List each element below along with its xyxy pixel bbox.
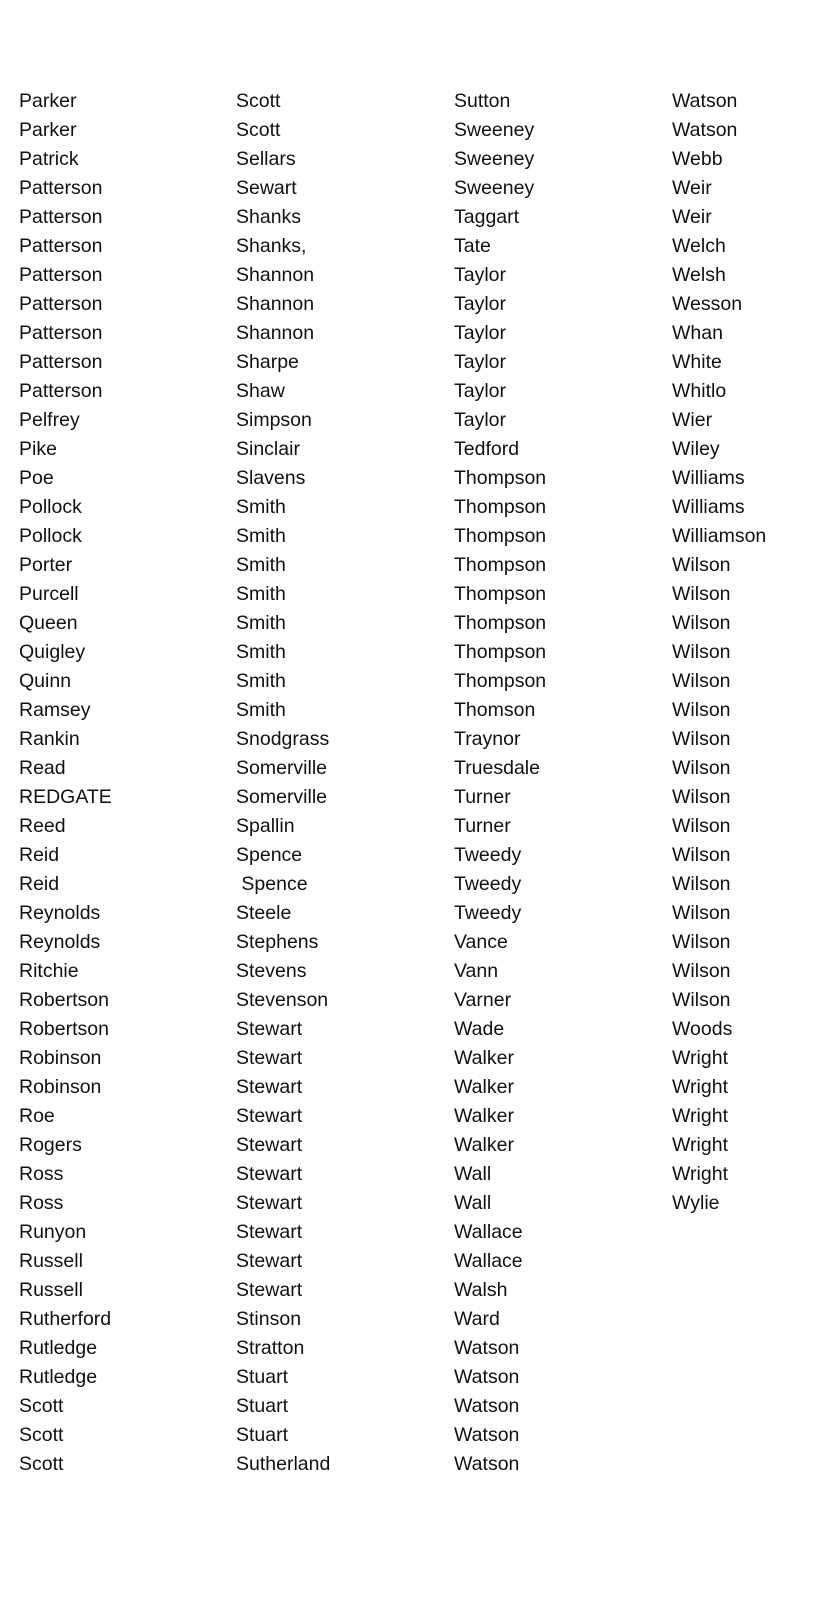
surname-entry: Smith	[236, 699, 286, 721]
surname-entry: Welsh	[672, 264, 726, 286]
surname-entry: Robertson	[19, 1018, 109, 1040]
surname-entry: Sweeney	[454, 119, 535, 141]
surname-entry: Watson	[454, 1424, 520, 1446]
surname-entry: Wilson	[672, 815, 731, 837]
surname-entry: Patterson	[19, 293, 103, 315]
surname-entry: Reid	[19, 844, 60, 866]
surname-entry: Shanks,	[236, 235, 307, 257]
surname-entry: Russell	[19, 1250, 83, 1272]
surname-entry: Stewart	[236, 1250, 303, 1272]
surname-entry: Ritchie	[19, 960, 79, 982]
surname-entry: Spallin	[236, 815, 295, 837]
surname-entry: Wilson	[672, 931, 731, 953]
surname-entry: Stewart	[236, 1163, 303, 1185]
surname-entry: Wall	[454, 1163, 492, 1185]
surname-entry: Taylor	[454, 293, 507, 315]
surname-entry: Ward	[454, 1308, 500, 1330]
surname-entry: Tate	[454, 235, 491, 257]
surname-entry: Vann	[454, 960, 499, 982]
surname-entry: Quinn	[19, 670, 72, 692]
surname-entry: Sweeney	[454, 177, 535, 199]
surname-entry: Taylor	[454, 264, 507, 286]
surname-entry: Williamson	[672, 525, 767, 547]
surname-entry: Stewart	[236, 1221, 303, 1243]
surname-entry: Somerville	[236, 757, 328, 779]
surname-entry: Turner	[454, 786, 511, 808]
surname-entry: Stephens	[236, 931, 319, 953]
surname-entry: Rutherford	[19, 1308, 112, 1330]
surname-entry: Scott	[19, 1453, 64, 1475]
surname-entry: Simpson	[236, 409, 312, 431]
surname-entry: Truesdale	[454, 757, 540, 779]
surname-entry: Thompson	[454, 670, 547, 692]
surname-entry: Watson	[454, 1366, 520, 1388]
surname-entry: Vance	[454, 931, 508, 953]
surname-entry: Shanks	[236, 206, 302, 228]
surname-entry: Webb	[672, 148, 723, 170]
surname-entry: Watson	[454, 1453, 520, 1475]
surname-entry: Taylor	[454, 409, 507, 431]
surname-entry: Sutherland	[236, 1453, 331, 1475]
surname-entry: Turner	[454, 815, 511, 837]
surname-entry: Wallace	[454, 1221, 523, 1243]
surname-entry: Reed	[19, 815, 66, 837]
surname-entry: Stewart	[236, 1134, 303, 1156]
surname-entry: Patterson	[19, 351, 103, 373]
surname-entry: Purcell	[19, 583, 79, 605]
surname-entry: Pelfrey	[19, 409, 80, 431]
surname-entry: Thompson	[454, 583, 547, 605]
surname-entry: Shannon	[236, 264, 315, 286]
surname-entry: Robertson	[19, 989, 109, 1011]
name-column-4	[672, 87, 766, 1218]
surname-entry: Scott	[236, 119, 281, 141]
surname-entry: Walker	[454, 1047, 514, 1069]
surname-entry: Thompson	[454, 525, 547, 547]
surname-entry: Spence	[236, 873, 308, 895]
surname-entry: Patterson	[19, 235, 103, 257]
surname-entry: Tedford	[454, 438, 520, 460]
surname-entry: Patrick	[19, 148, 79, 170]
surname-entry: Taggart	[454, 206, 520, 228]
surname-entry: Smith	[236, 525, 286, 547]
surname-entry: Thompson	[454, 612, 547, 634]
surname-entry: Pike	[19, 438, 57, 460]
name-column-1	[19, 87, 112, 1479]
surname-entry: Whitlo	[672, 380, 727, 402]
surname-entry: Steele	[236, 902, 292, 924]
surname-entry: Williams	[672, 467, 745, 489]
surname-entry: Stinson	[236, 1308, 302, 1330]
surname-entry: Stewart	[236, 1279, 303, 1301]
surname-entry: Watson	[672, 119, 738, 141]
surname-entry: Wilson	[672, 960, 731, 982]
surname-entry: Taylor	[454, 351, 507, 373]
surname-entry: Patterson	[19, 206, 103, 228]
surname-entry: Parker	[19, 119, 77, 141]
surname-entry: Wright	[672, 1047, 728, 1069]
surname-entry: Welch	[672, 235, 726, 257]
surname-entry: Russell	[19, 1279, 83, 1301]
surname-entry: Walsh	[454, 1279, 508, 1301]
surname-entry: Scott	[19, 1424, 64, 1446]
surname-entry: Wilson	[672, 757, 731, 779]
surname-entry: Sharpe	[236, 351, 299, 373]
surname-entry: Smith	[236, 641, 286, 663]
name-column-2	[236, 87, 330, 1479]
surname-entry: Stewart	[236, 1105, 303, 1127]
surname-entry: Tweedy	[454, 844, 522, 866]
surname-entry: Reynolds	[19, 931, 101, 953]
surname-entry: Wylie	[672, 1192, 720, 1214]
surname-entry: Shannon	[236, 322, 315, 344]
surname-entry: REDGATE	[19, 786, 112, 808]
surname-entry: Rogers	[19, 1134, 82, 1156]
surname-entry: Scott	[236, 90, 281, 112]
surname-entry: Poe	[19, 467, 54, 489]
surname-entry: Ramsey	[19, 699, 91, 721]
surname-entry: Sutton	[454, 90, 511, 112]
surname-entry: Wright	[672, 1105, 728, 1127]
surname-entry: Scott	[19, 1395, 64, 1417]
surname-entry: Robinson	[19, 1076, 102, 1098]
surname-entry: Wilson	[672, 612, 731, 634]
surname-entry: Reynolds	[19, 902, 101, 924]
surname-entry: Wilson	[672, 786, 731, 808]
surname-entry: Tweedy	[454, 873, 522, 895]
surname-entry: Smith	[236, 670, 286, 692]
surname-entry: Wier	[672, 409, 713, 431]
surname-entry: Queen	[19, 612, 78, 634]
surname-entry: Stuart	[236, 1424, 289, 1446]
surname-entry: Stevens	[236, 960, 307, 982]
surname-entry: Wilson	[672, 989, 731, 1011]
surname-entry: Patterson	[19, 322, 103, 344]
surname-entry: Taylor	[454, 380, 507, 402]
surname-entry: Whan	[672, 322, 723, 344]
surname-entry: Wilson	[672, 554, 731, 576]
surname-entry: Shannon	[236, 293, 315, 315]
surname-entry: Wilson	[672, 873, 731, 895]
surname-entry: Pollock	[19, 496, 82, 518]
surname-entry: Walker	[454, 1076, 514, 1098]
surname-entry: Wilson	[672, 728, 731, 750]
name-column-3	[454, 87, 546, 1479]
surname-entry: Wilson	[672, 641, 731, 663]
surname-entry: Smith	[236, 583, 286, 605]
surname-entry: Wallace	[454, 1250, 523, 1272]
surname-entry: Traynor	[454, 728, 521, 750]
surname-entry: Stewart	[236, 1192, 303, 1214]
surname-entry: Stewart	[236, 1076, 303, 1098]
surname-entry: Smith	[236, 612, 286, 634]
surname-entry: Sweeney	[454, 148, 535, 170]
surname-entry: Weir	[672, 206, 712, 228]
surname-entry: Slavens	[236, 467, 306, 489]
surname-entry: Stewart	[236, 1047, 303, 1069]
surname-entry: Runyon	[19, 1221, 87, 1243]
surname-entry: Wade	[454, 1018, 505, 1040]
surname-entry: Snodgrass	[236, 728, 330, 750]
surname-entry: White	[672, 351, 722, 373]
surname-entry: Thomson	[454, 699, 536, 721]
surname-entry: Wilson	[672, 902, 731, 924]
surname-entry: Reid	[19, 873, 60, 895]
surname-entry: Tweedy	[454, 902, 522, 924]
surname-entry: Rutledge	[19, 1366, 98, 1388]
surname-entry: Roe	[19, 1105, 55, 1127]
surname-entry: Varner	[454, 989, 512, 1011]
surname-entry: Wiley	[672, 438, 720, 460]
surname-entry: Ross	[19, 1192, 64, 1214]
surname-entry: Smith	[236, 496, 286, 518]
surname-entry: Quigley	[19, 641, 86, 663]
surname-entry: Sewart	[236, 177, 297, 199]
surname-entry: Watson	[672, 90, 738, 112]
surname-entry: Patterson	[19, 177, 103, 199]
surname-entry: Woods	[672, 1018, 733, 1040]
surname-entry: Wilson	[672, 670, 731, 692]
surname-entry: Patterson	[19, 380, 103, 402]
surname-entry: Weir	[672, 177, 712, 199]
surname-entry: Thompson	[454, 467, 547, 489]
surname-entry: Parker	[19, 90, 77, 112]
surname-entry: Stuart	[236, 1395, 289, 1417]
surname-entry: Thompson	[454, 496, 547, 518]
surname-entry: Wright	[672, 1134, 728, 1156]
surname-entry: Stevenson	[236, 989, 329, 1011]
surname-entry: Thompson	[454, 641, 547, 663]
surname-entry: Walker	[454, 1105, 514, 1127]
surname-entry: Spence	[236, 844, 303, 866]
surname-entry: Taylor	[454, 322, 507, 344]
surname-entry: Robinson	[19, 1047, 102, 1069]
surname-entry: Walker	[454, 1134, 514, 1156]
surname-entry: Thompson	[454, 554, 547, 576]
surname-entry: Stuart	[236, 1366, 289, 1388]
surname-entry: Watson	[454, 1395, 520, 1417]
surname-entry: Patterson	[19, 264, 103, 286]
surname-entry: Shaw	[236, 380, 285, 402]
surname-entry: Read	[19, 757, 66, 779]
surname-entry: Stewart	[236, 1018, 303, 1040]
surname-entry: Wilson	[672, 583, 731, 605]
surname-entry: Sellars	[236, 148, 296, 170]
surname-entry: Wright	[672, 1076, 728, 1098]
surname-entry: Porter	[19, 554, 73, 576]
surname-entry: Stratton	[236, 1337, 305, 1359]
surname-entry: Watson	[454, 1337, 520, 1359]
surname-entry: Rankin	[19, 728, 80, 750]
surname-entry: Ross	[19, 1163, 64, 1185]
surname-entry: Somerville	[236, 786, 328, 808]
surname-entry: Sinclair	[236, 438, 300, 460]
surname-entry: Wilson	[672, 699, 731, 721]
surname-entry: Wall	[454, 1192, 492, 1214]
surname-entry: Wright	[672, 1163, 728, 1185]
surname-entry: Williams	[672, 496, 745, 518]
surname-entry: Smith	[236, 554, 286, 576]
surname-entry: Wilson	[672, 844, 731, 866]
surname-entry: Wesson	[672, 293, 743, 315]
surname-entry: Rutledge	[19, 1337, 98, 1359]
surname-entry: Pollock	[19, 525, 82, 547]
